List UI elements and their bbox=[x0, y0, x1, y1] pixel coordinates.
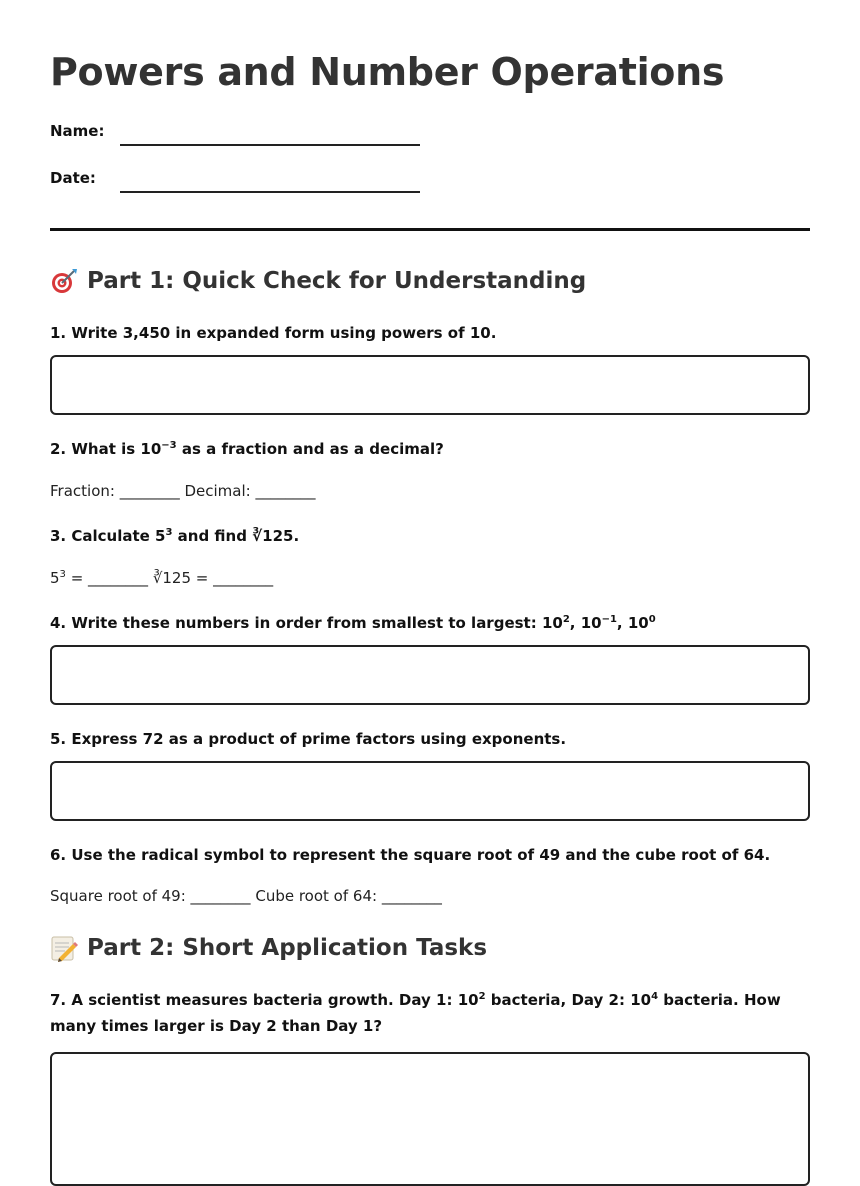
question-3-answers bbox=[50, 569, 273, 587]
question-4-exponent-2: −1 bbox=[601, 614, 617, 625]
page-title: Powers and Number Operations bbox=[50, 50, 725, 94]
name-label: Name: bbox=[50, 122, 105, 140]
header-divider bbox=[50, 228, 810, 231]
question-7 bbox=[50, 987, 810, 1039]
fraction-blank[interactable]: Fraction: ________ bbox=[50, 482, 180, 500]
square-root-blank[interactable]: Square root of 49: ________ bbox=[50, 887, 251, 905]
answer-box-5[interactable] bbox=[50, 761, 810, 821]
question-4-text: 4. Write these numbers in order from smallest to largest: 10 bbox=[50, 614, 563, 632]
question-5: 5. Express 72 as a product of prime factors using exponents. bbox=[50, 730, 567, 748]
question-4-exponent-1: 2 bbox=[562, 614, 570, 625]
cube-root-blank[interactable]: ∛125 = ________ bbox=[152, 569, 274, 587]
question-1: 1. Write 3,450 in expanded form using powers of 10. bbox=[50, 324, 497, 342]
question-2-text: 2. What is 10 bbox=[50, 440, 162, 458]
question-3 bbox=[50, 523, 810, 549]
part2-heading-text: Part 2: Short Application Tasks bbox=[87, 935, 488, 961]
cube-blank-line: = ________ bbox=[65, 569, 149, 587]
date-label: Date: bbox=[50, 169, 96, 187]
answer-box-7[interactable] bbox=[50, 1052, 810, 1186]
question-4-exponent-3: 0 bbox=[648, 614, 656, 625]
cube-blank[interactable] bbox=[50, 569, 148, 587]
part2-heading bbox=[50, 934, 487, 962]
question-6-answers bbox=[50, 887, 442, 905]
question-7-exponent-2: 4 bbox=[651, 991, 659, 1002]
question-2 bbox=[50, 436, 810, 462]
question-3-text: 3. Calculate 5 bbox=[50, 527, 166, 545]
question-4-sep-1: , 10 bbox=[569, 614, 602, 632]
target-dart-icon bbox=[50, 267, 78, 295]
question-4 bbox=[50, 610, 810, 636]
question-7-exponent-1: 2 bbox=[478, 991, 486, 1002]
question-2-text-end: as a fraction and as a decimal? bbox=[176, 440, 444, 458]
question-2-exponent: −3 bbox=[161, 440, 177, 451]
cube-exponent: 3 bbox=[59, 569, 66, 580]
part1-heading bbox=[50, 267, 586, 295]
question-6: 6. Use the radical symbol to represent the square root of 49 and the cube root of 64. bbox=[50, 846, 771, 864]
part1-heading-text: Part 1: Quick Check for Understanding bbox=[87, 268, 587, 294]
cube-base: 5 bbox=[50, 569, 60, 587]
question-7-text-end: bacteria. How many times larger is Day 2 than Day 1? bbox=[50, 991, 781, 1035]
question-2-answers bbox=[50, 482, 315, 500]
date-line[interactable] bbox=[120, 191, 420, 193]
question-3-exponent: 3 bbox=[165, 527, 173, 538]
cube-root-64-blank[interactable]: Cube root of 64: ________ bbox=[255, 887, 442, 905]
answer-box-4[interactable] bbox=[50, 645, 810, 705]
question-3-text-end: and find ∛125. bbox=[172, 527, 300, 545]
answer-box-1[interactable] bbox=[50, 355, 810, 415]
question-4-sep-2: , 10 bbox=[616, 614, 649, 632]
question-7-text: 7. A scientist measures bacteria growth. Day 1: 10 bbox=[50, 991, 479, 1009]
question-7-text-mid: bacteria, Day 2: 10 bbox=[485, 991, 652, 1009]
name-line[interactable] bbox=[120, 144, 420, 146]
decimal-blank[interactable]: Decimal: ________ bbox=[184, 482, 316, 500]
memo-pencil-icon bbox=[50, 934, 78, 962]
